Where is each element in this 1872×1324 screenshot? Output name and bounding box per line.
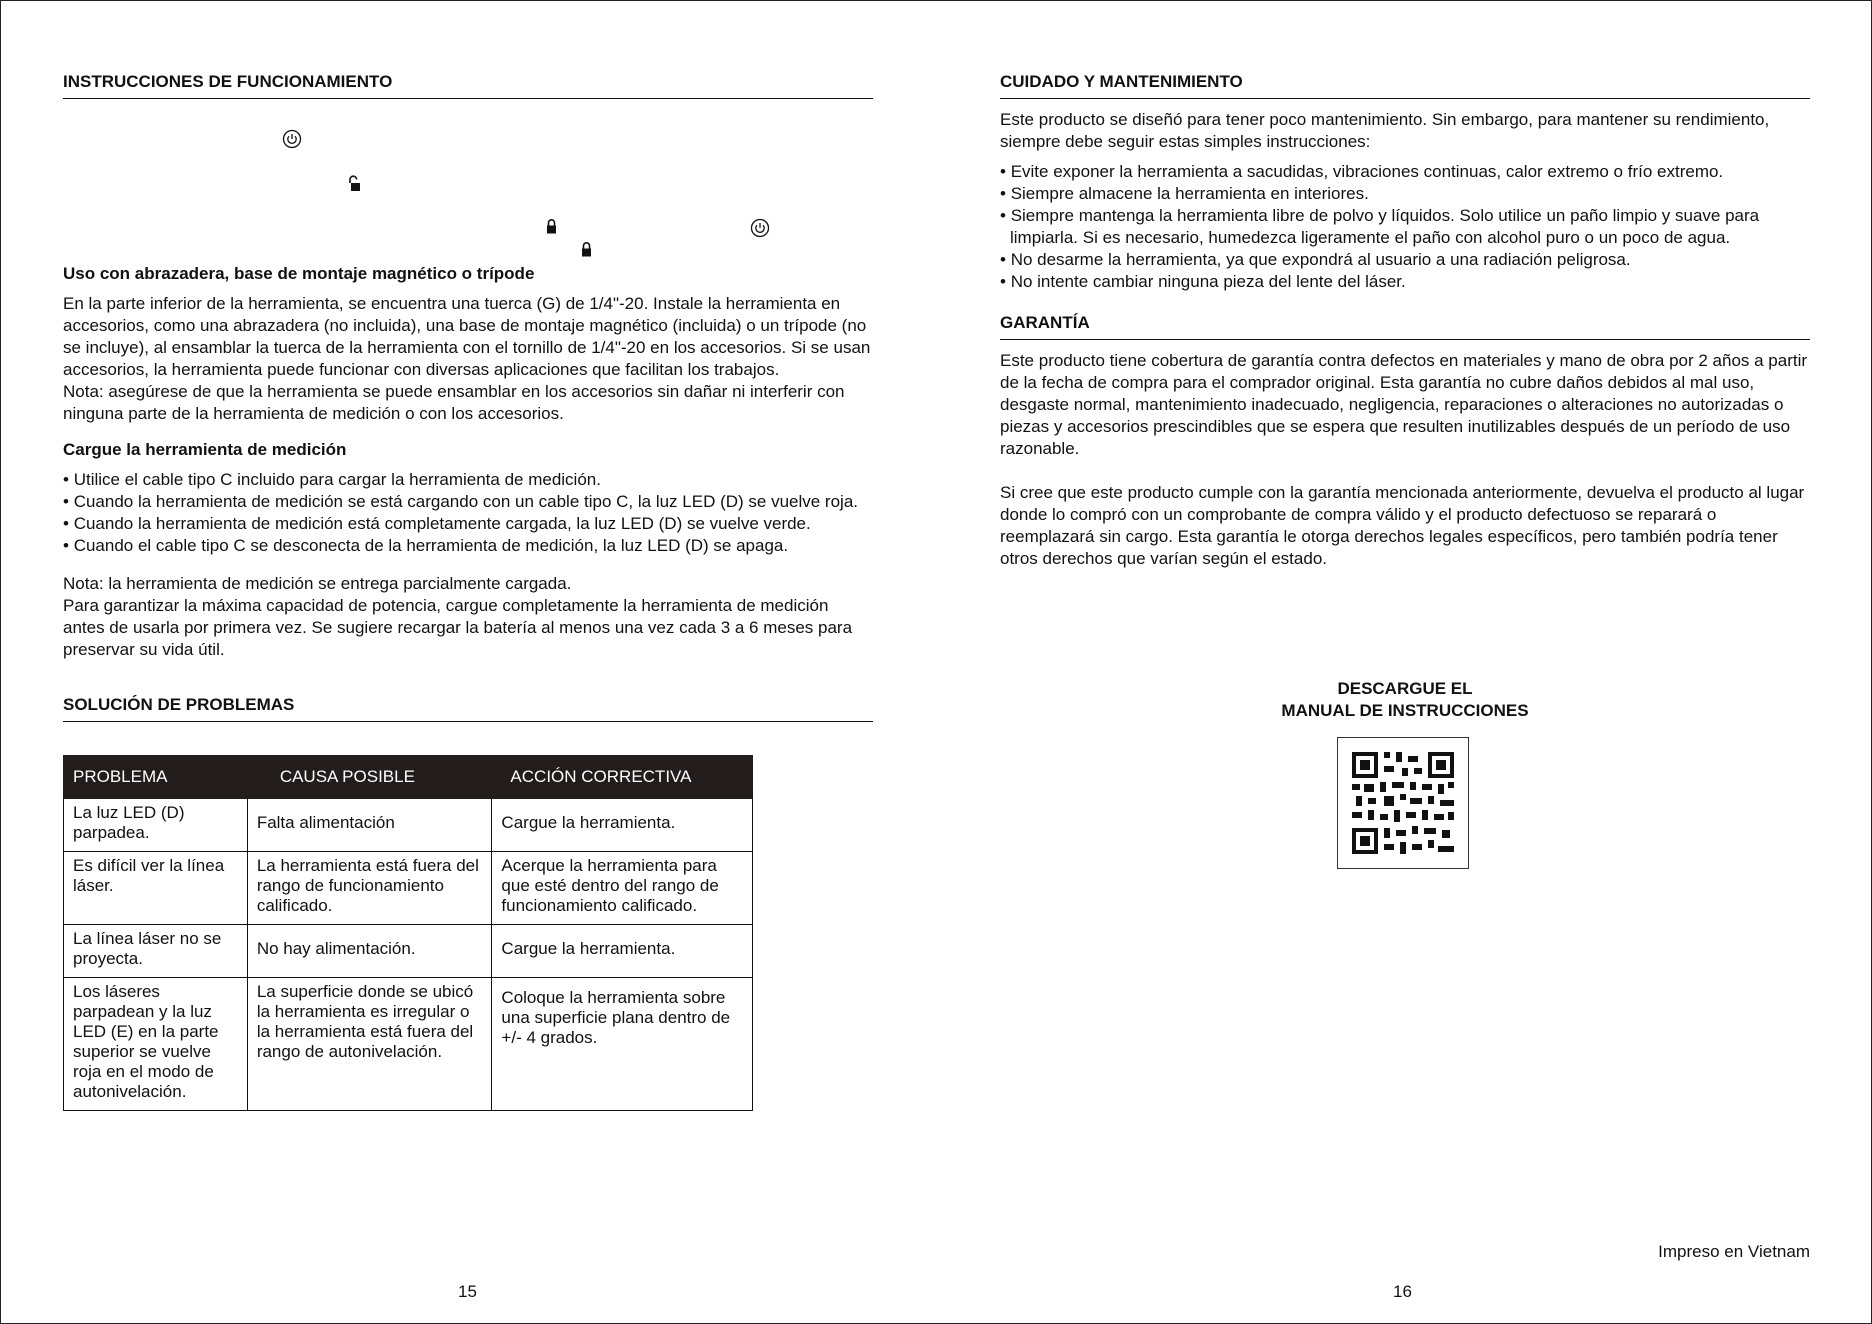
table-row (64, 925, 753, 978)
table-cell: Cargue la herramienta. (492, 799, 753, 852)
table-cell: No hay alimentación. (247, 925, 492, 978)
qr-code-icon[interactable] (1338, 738, 1468, 868)
list-item: • Siempre mantenga la herramienta libre de polvo y líquidos. Solo utilice un paño limpio y suave para limpiarla. Si es necesario, humedezca ligeramente el paño con alcohol puro o un poco de agua. (1000, 205, 1810, 249)
right-page (1000, 70, 1810, 570)
table-cell: Coloque la herramienta sobre una superficie plana dentro de +/- 4 grados. (492, 978, 753, 1111)
column-header-cause: CAUSA POSIBLE (247, 756, 492, 799)
mount-paragraph: En la parte inferior de la herramienta, se encuentra una tuerca (G) de 1/4"-20. Instale la herramienta en accesorios, como una abrazadera (no incluida), una base de montaje magnético (incluida) o un trípode (no se incluye), al ensamblar la tuerca de la herramienta con el tornillo de 1/4"-20 en los accesorios. Si se usan accesorios, la herramienta puede funcionar con diversas aplicaciones que facilitan los trabajos. (63, 294, 871, 379)
charge-bullets (63, 469, 873, 557)
list-item: • Siempre almacene la herramienta en interiores. (1000, 183, 1810, 205)
operation-icons (63, 99, 873, 259)
operation-heading: INSTRUCCIONES DE FUNCIONAMIENTO (63, 70, 873, 99)
download-line-1: DESCARGUE EL (1337, 679, 1473, 698)
left-page (63, 70, 873, 1111)
power-icon (750, 218, 770, 238)
page-number-right: 16 (1393, 1282, 1412, 1301)
list-item: • Cuando el cable tipo C se desconecta de la herramienta de medición, la luz LED (D) se apaga. (63, 535, 873, 557)
table-cell: Acerque la herramienta para que esté dentro del rango de funcionamiento calificado. (492, 852, 753, 925)
table-cell: La luz LED (D) parpadea. (64, 799, 248, 852)
table-cell: Cargue la herramienta. (492, 925, 753, 978)
table-cell: Falta alimentación (247, 799, 492, 852)
table-cell: La línea láser no se proyecta. (64, 925, 248, 978)
download-manual-label (1205, 678, 1605, 722)
warranty-paragraph: Este producto tiene cobertura de garantía contra defectos en materiales y mano de obra por 2 años a partir de la fecha de compra para el comprador original. Esta garantía no cubre daños debidos al mal uso, desgaste normal, mantenimiento inadecuado, negligencia, reparaciones o alteraciones no autorizadas o piezas y accesorios prescindibles que se espera que resulten inutilizables después de un período de uso razonable. (1000, 351, 1808, 458)
list-item: • Cuando la herramienta de medición está completamente cargada, la luz LED (D) se vuelve verde. (63, 513, 873, 535)
care-heading: CUIDADO Y MANTENIMIENTO (1000, 70, 1810, 99)
column-header-problem: PROBLEMA (64, 756, 248, 799)
table-cell: Los láseres parpadean y la luz LED (E) en la parte superior se vuelve roja en el modo de autonivelación. (64, 978, 248, 1111)
table-cell: Es difícil ver la línea láser. (64, 852, 248, 925)
mount-heading: Uso con abrazadera, base de montaje magnético o trípode (63, 264, 535, 283)
unlock-icon (347, 175, 361, 193)
table-cell: La superficie donde se ubicó la herramienta es irregular o la herramienta está fuera del rango de autonivelación. (247, 978, 492, 1111)
warranty-paragraph-2: Si cree que este producto cumple con la garantía mencionada anteriormente, devuelva el producto al lugar donde lo compró con un comprobante de compra válido y el producto defectuoso se reparará o reemplazará sin cargo. Esta garantía le otorga derechos legales específicos, pero también podría tener otros derechos que varían según el estado. (1000, 483, 1805, 568)
list-item: • Evite exponer la herramienta a sacudidas, vibraciones continuas, calor extremo o frío extremo. (1000, 161, 1810, 183)
care-paragraph: Este producto se diseñó para tener poco mantenimiento. Sin embargo, para mantener su rendimiento, siempre debe seguir estas simples instrucciones: (1000, 110, 1770, 151)
troubleshooting-table (63, 755, 753, 1111)
list-item: • No desarme la herramienta, ya que expondrá al usuario a una radiación peligrosa. (1000, 249, 1810, 271)
table-header-row (64, 756, 753, 799)
table-row (64, 799, 753, 852)
table-row (64, 852, 753, 925)
power-icon (282, 129, 302, 149)
table-row (64, 978, 753, 1111)
mount-note: Nota: asegúrese de que la herramienta se puede ensamblar en los accesorios sin dañar ni interferir con ninguna parte de la herramienta de medición o con los accesorios. (63, 382, 845, 423)
column-header-action: ACCIÓN CORRECTIVA (492, 756, 753, 799)
table-cell: La herramienta está fuera del rango de funcionamiento calificado. (247, 852, 492, 925)
page-number-left: 15 (458, 1282, 477, 1301)
qr-code-frame[interactable] (1337, 737, 1469, 869)
warranty-heading: GARANTÍA (1000, 311, 1810, 340)
charge-advice: Para garantizar la máxima capacidad de potencia, cargue completamente la herramienta de medición antes de usarla por primera vez. Se sugiere recargar la batería al menos una vez cada 3 a 6 meses para preservar su vida útil. (63, 596, 853, 659)
list-item: • No intente cambiar ninguna pieza del lente del láser. (1000, 271, 1810, 293)
list-item: • Cuando la herramienta de medición se está cargando con un cable tipo C, la luz LED (D) se vuelve roja. (63, 491, 873, 513)
lock-icon (580, 241, 593, 258)
printed-in-label: Impreso en Vietnam (1658, 1242, 1810, 1261)
download-line-2: MANUAL DE INSTRUCCIONES (1281, 701, 1529, 720)
troubleshooting-heading: SOLUCIÓN DE PROBLEMAS (63, 693, 873, 722)
lock-icon (545, 218, 558, 235)
list-item: • Utilice el cable tipo C incluido para cargar la herramienta de medición. (63, 469, 873, 491)
charge-heading: Cargue la herramienta de medición (63, 440, 347, 459)
care-bullets (1000, 161, 1810, 293)
charge-note: Nota: la herramienta de medición se entrega parcialmente cargada. (63, 574, 572, 593)
